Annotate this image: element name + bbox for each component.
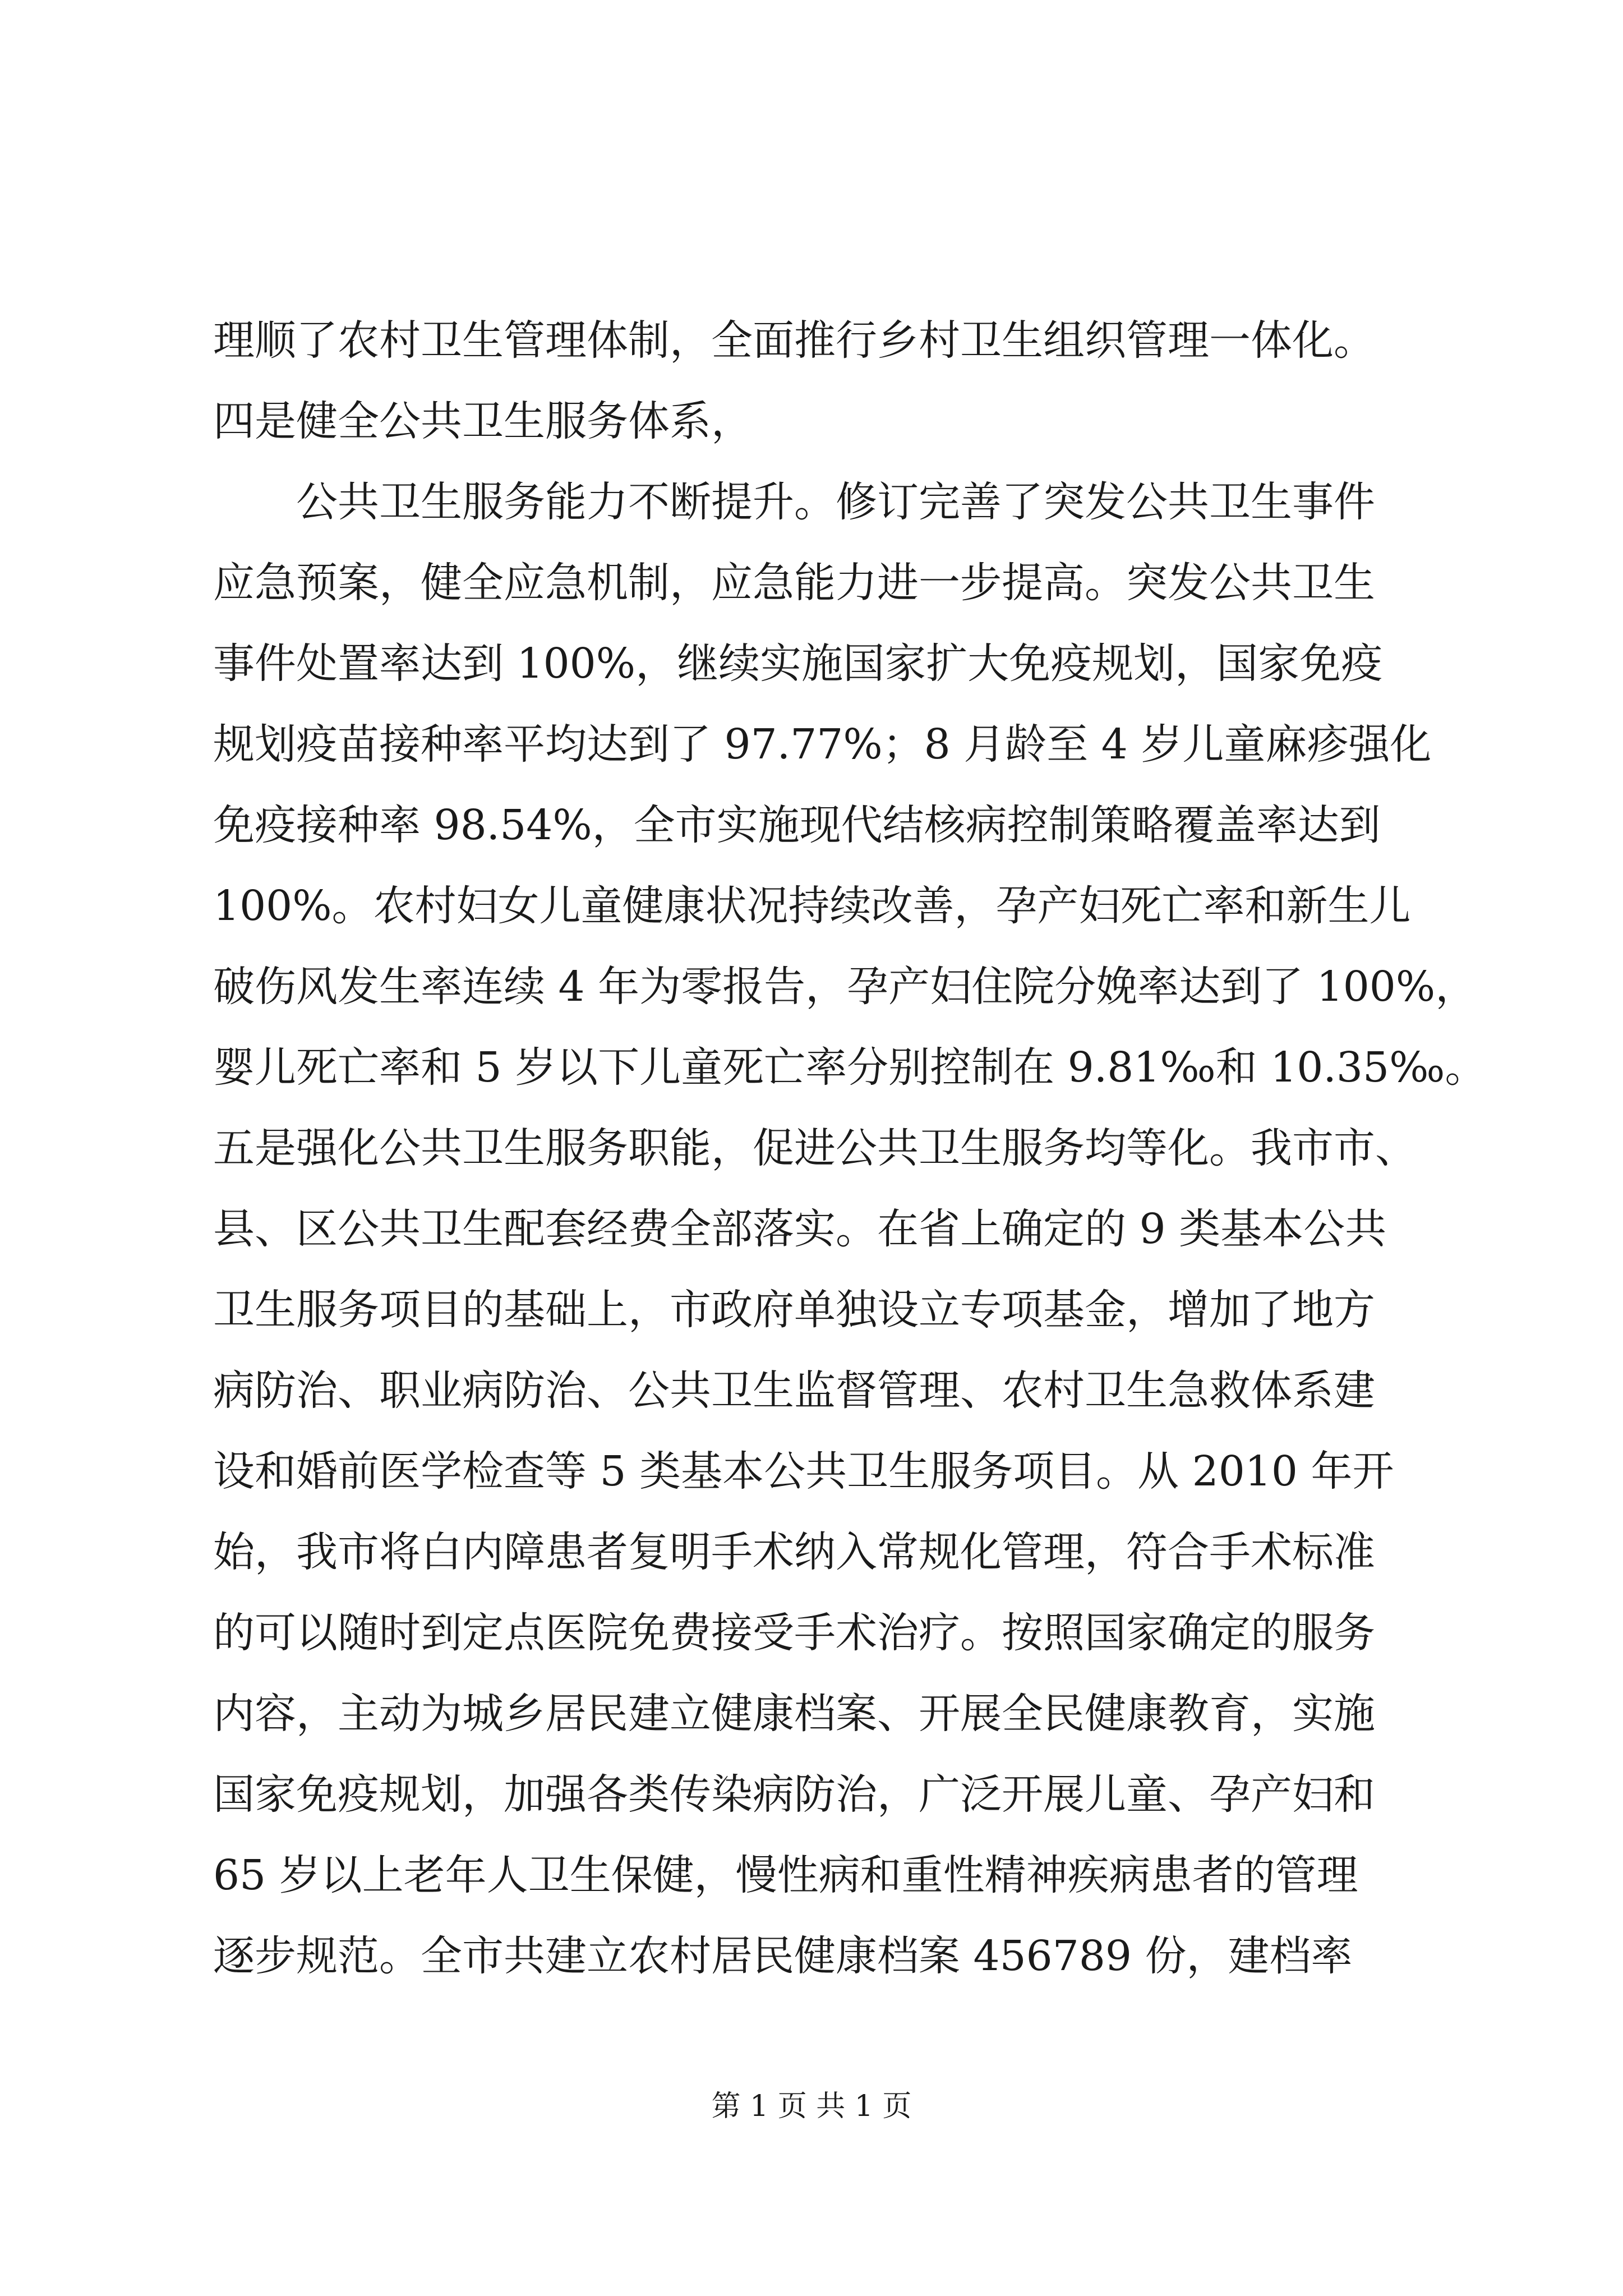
text-line: 破伤风发生率连续 4 年为零报告，孕产妇住院分娩率达到了 100%， xyxy=(213,963,1477,1011)
text-line: 婴儿死亡率和 5 岁以下儿童死亡率分别控制在 9.81‰和 10.35‰。 xyxy=(213,1043,1487,1092)
text-line: 100%。农村妇女儿童健康状况持续改善，孕产妇死亡率和新生儿 xyxy=(213,882,1411,930)
text-line: 应急预案，健全应急机制，应急能力进一步提高。突发公共卫生 xyxy=(213,559,1375,607)
text-line: 四是健全公共卫生服务体系， xyxy=(213,397,753,445)
text-line: 规划疫苗接种率平均达到了 97.77%；8 月龄至 4 岁儿童麻疹强化 xyxy=(213,720,1432,769)
text-line: 逐步规范。全市共建立农村居民健康档案 456789 份，建档率 xyxy=(213,1932,1353,1980)
page-footer: 第 1 页 共 1 页 xyxy=(711,2090,912,2123)
text-line: 设和婚前医学检查等 5 类基本公共卫生服务项目。从 2010 年开 xyxy=(213,1447,1394,1496)
text-line: 的可以随时到定点医院免费接受手术治疗。按照国家确定的服务 xyxy=(213,1609,1375,1657)
text-line: 卫生服务项目的基础上，市政府单独设立专项基金，增加了地方 xyxy=(213,1286,1375,1334)
text-line: 免疫接种率 98.54%，全市实施现代结核病控制策略覆盖率达到 xyxy=(213,801,1381,849)
text-line: 事件处置率达到 100%，继续实施国家扩大免疫规划，国家免疫 xyxy=(213,639,1383,688)
text-line: 理顺了农村卫生管理体制，全面推行乡村卫生组织管理一体化。 xyxy=(213,316,1375,365)
text-line: 65 岁以上老年人卫生保健，慢性病和重性精神疾病患者的管理 xyxy=(213,1851,1358,1899)
text-line: 病防治、职业病防治、公共卫生监督管理、农村卫生急救体系建 xyxy=(213,1366,1375,1415)
text-line: 国家免疫规划，加强各类传染病防治，广泛开展儿童、孕产妇和 xyxy=(213,1770,1375,1819)
text-line: 公共卫生服务能力不断提升。修订完善了突发公共卫生事件 xyxy=(213,478,1375,526)
document-body xyxy=(213,300,1487,1996)
text-line: 五是强化公共卫生服务职能，促进公共卫生服务均等化。我市市、 xyxy=(213,1124,1417,1172)
text-line: 始，我市将白内障患者复明手术纳入常规化管理，符合手术标准 xyxy=(213,1528,1375,1576)
text-line: 内容，主动为城乡居民建立健康档案、开展全民健康教育，实施 xyxy=(213,1690,1375,1738)
text-line: 县、区公共卫生配套经费全部落实。在省上确定的 9 类基本公共 xyxy=(213,1205,1387,1253)
